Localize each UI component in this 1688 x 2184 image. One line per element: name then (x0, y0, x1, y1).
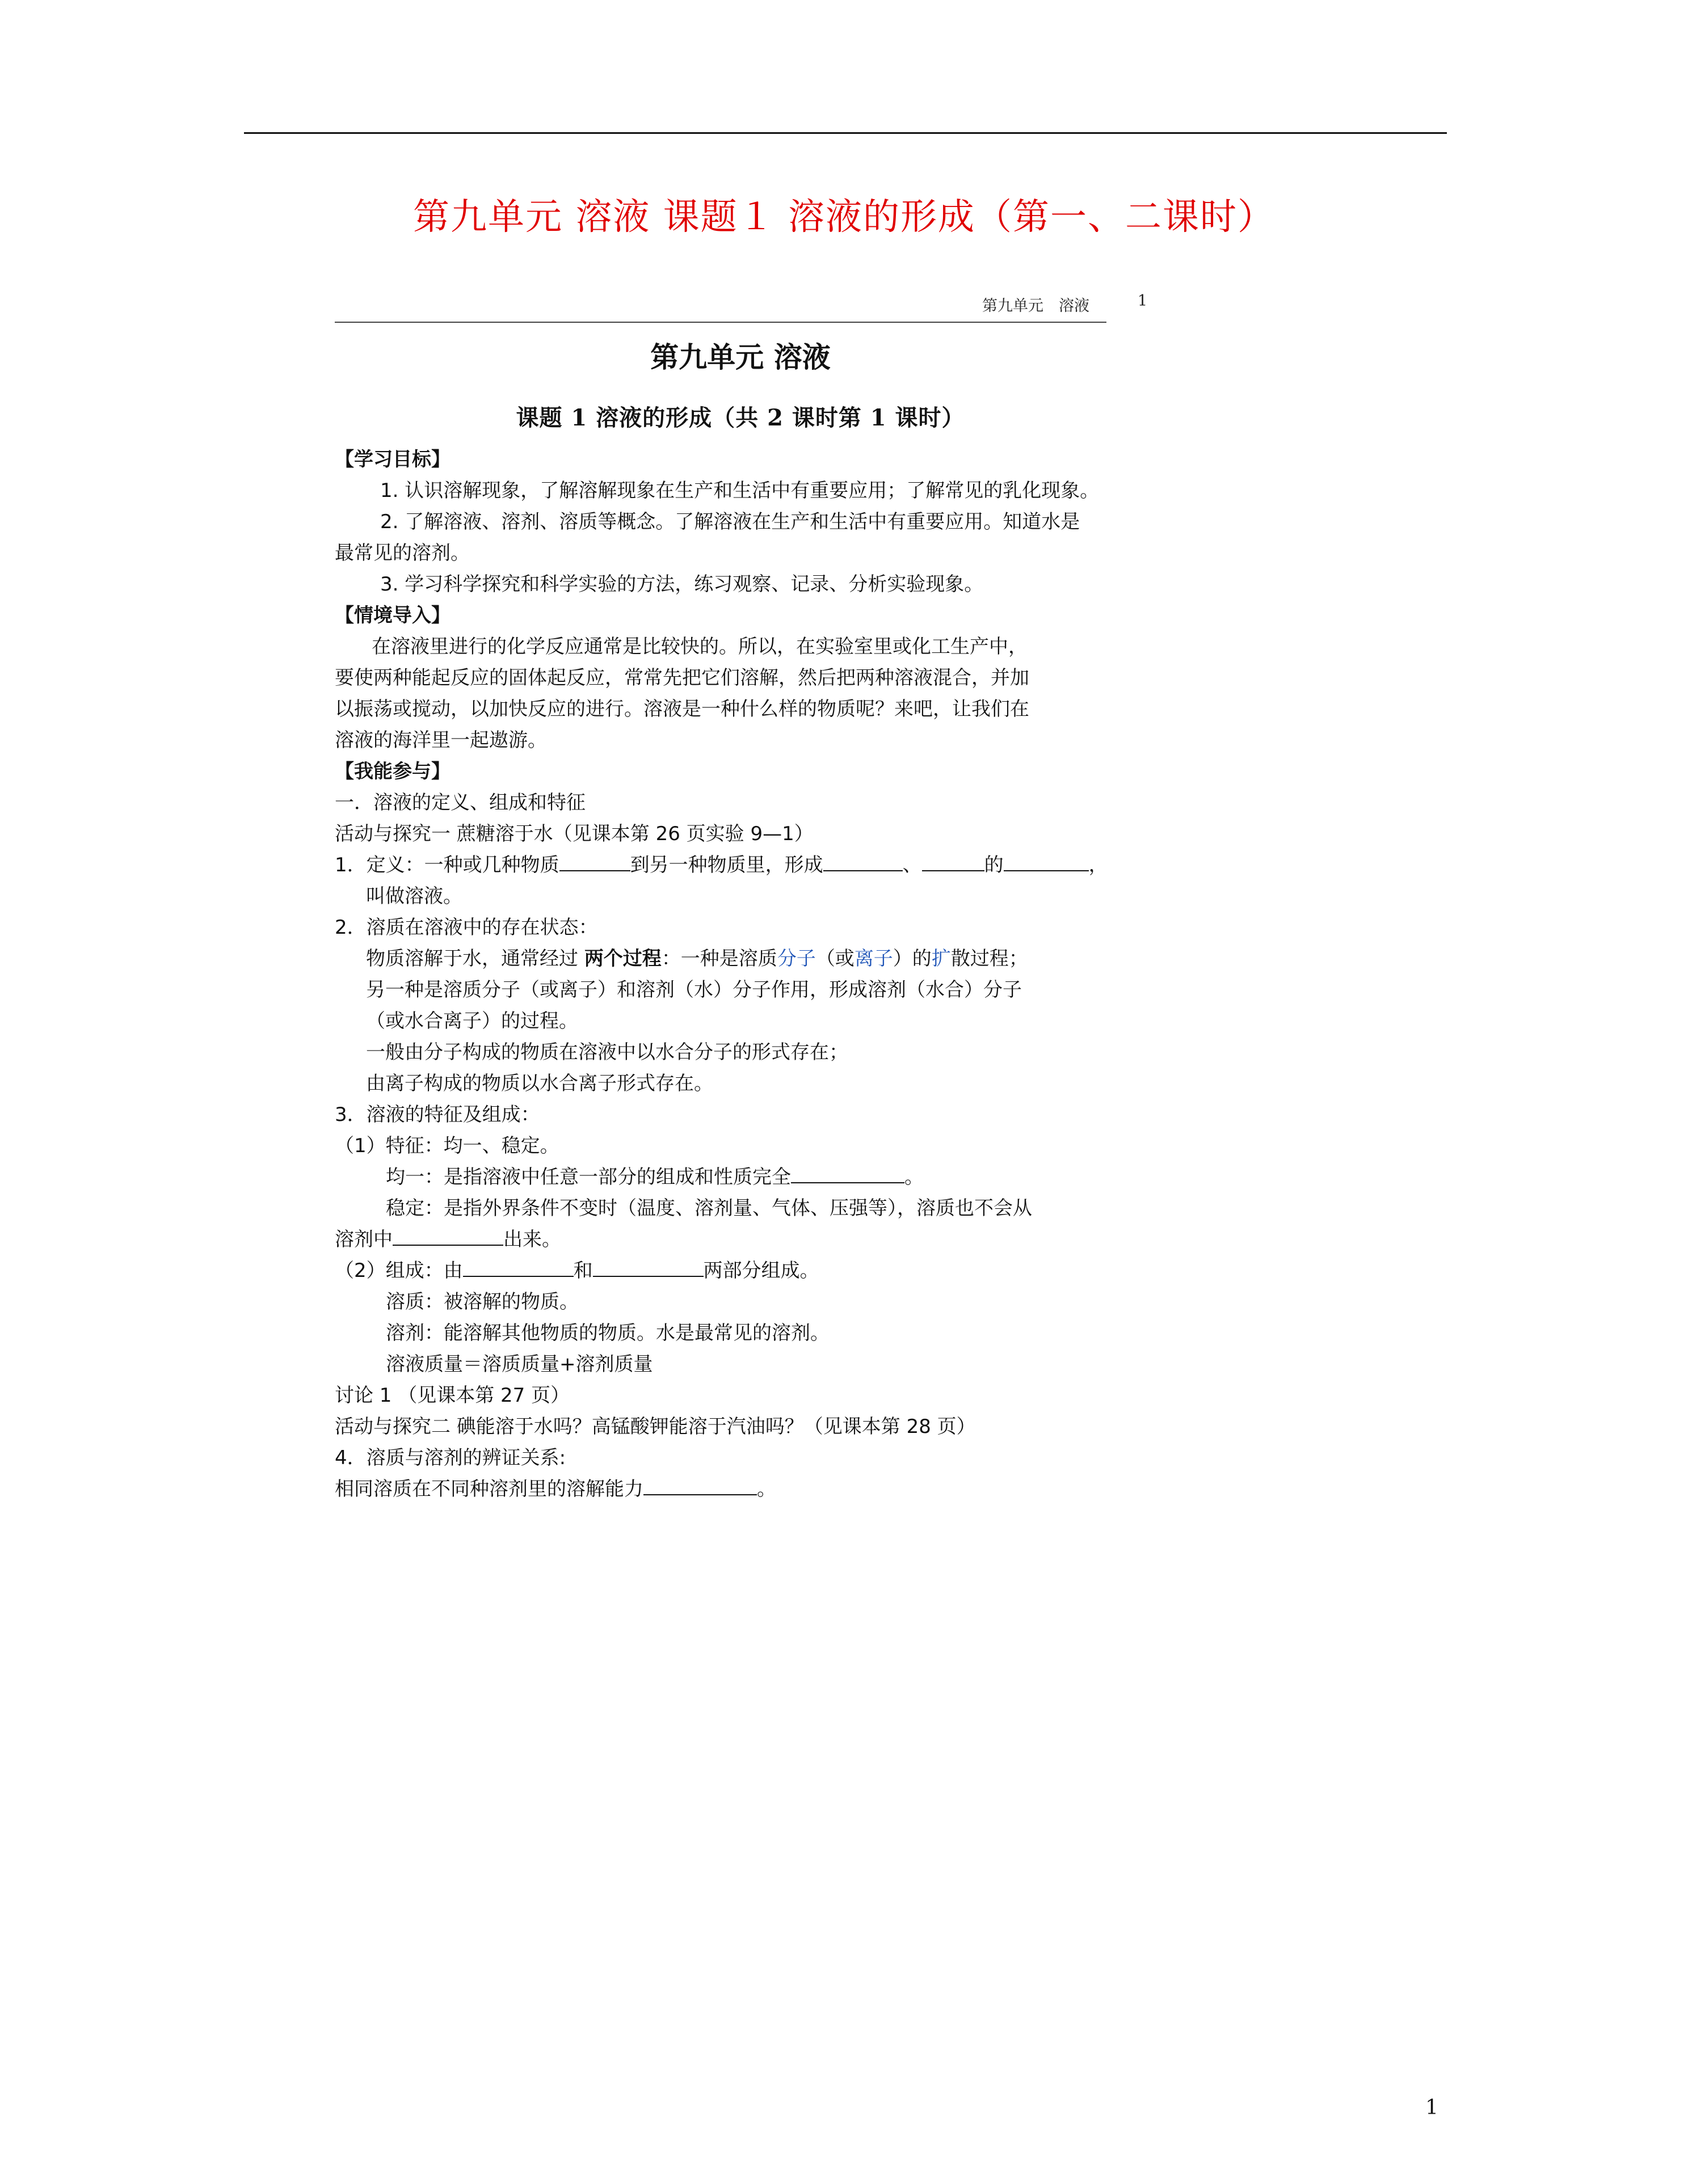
intro-line: 溶液的海洋里一起遨游。 (335, 729, 547, 752)
definition-line: 1．定义：一种或几种物质 到另一种物质里，形成 、 的 ， (335, 854, 1108, 876)
solution-mass-formula: 溶液质量＝溶质质量+溶剂质量 (386, 1353, 653, 1376)
intro-heading: 【情境导入】 (335, 604, 451, 627)
answer-blank[interactable] (922, 853, 984, 871)
answer-blank[interactable] (559, 853, 630, 871)
part-one-heading: 一．溶液的定义、组成和特征 (335, 791, 586, 814)
running-header (335, 286, 1106, 323)
intro-line: 以振荡或搅动，以加快反应的进行。溶液是一种什么样的物质呢？来吧，让我们在 (335, 698, 1029, 720)
goal-item: 1. 认识溶解现象，了解溶解现象在生产和生活中有重要应用；了解常见的乳化现象。 (380, 479, 1100, 502)
lesson-title: 课题 1 溶液的形成（共 2 课时第 1 课时） (516, 404, 965, 431)
composition-line: （2）组成：由 和 两部分组成。 (335, 1259, 819, 1282)
worksheet-body (335, 444, 1163, 1505)
solute-definition: 溶质：被溶解的物质。 (386, 1291, 579, 1313)
page-number: 1 (1425, 2096, 1438, 2119)
state-line: 由离子构成的物质以水合离子形式存在。 (366, 1072, 713, 1095)
activity-one: 活动与探究一 蔗糖溶于水（见课本第 26 页实验 9—1） (335, 823, 814, 845)
goal-item: 3. 学习科学探究和科学实验的方法，练习观察、记录、分析实验现象。 (380, 573, 984, 596)
answer-blank[interactable] (791, 1165, 904, 1183)
intro-line: 在溶液里进行的化学反应通常是比较快的。所以，在实验室里或化工生产中， (372, 635, 1028, 658)
intro-line: 要使两种能起反应的固体起反应，常常先把它们溶解，然后把两种溶液混合，并加 (335, 667, 1029, 689)
goals-heading: 【学习目标】 (335, 448, 451, 471)
running-header-text: 第九单元 溶液 (982, 297, 1089, 315)
definition-line-end: 叫做溶液。 (366, 885, 462, 908)
answer-blank[interactable] (463, 1259, 574, 1277)
header-rule (244, 132, 1447, 134)
relation-heading: 4．溶质与溶剂的辨证关系: (335, 1447, 566, 1469)
activity-two: 活动与探究二 碘能溶于水吗？高锰酸钾能溶于汽油吗？（见课本第 28 页） (335, 1415, 976, 1438)
goal-item: 2. 了解溶液、溶剂、溶质等概念。了解溶液在生产和生活中有重要应用。知道水是 (380, 511, 1080, 533)
answer-blank[interactable] (593, 1259, 704, 1277)
state-line: 一般由分子构成的物质在溶液中以水合分子的形式存在； (366, 1041, 848, 1064)
uniform-line: 均一：是指溶液中任意一部分的组成和性质完全 。 (386, 1166, 924, 1188)
answer-blank[interactable] (393, 1228, 503, 1246)
state-heading: 2．溶质在溶液中的存在状态： (335, 916, 598, 939)
stable-line: 稳定：是指外界条件不变时（温度、溶剂量、气体、压强等），溶质也不会从 (386, 1197, 1032, 1220)
state-line: 另一种是溶质分子（或离子）和溶剂（水）分子作用，形成溶剂（水合）分子 (366, 979, 1022, 1001)
stable-line-end: 溶剂中 出来。 (335, 1228, 561, 1251)
discussion-one: 讨论 1 （见课本第 27 页） (335, 1384, 570, 1407)
feature-line: （1）特征：均一、稳定。 (335, 1135, 559, 1157)
state-line: 物质溶解于水，通常经过 两个过程：一种是溶质分子（或离子）的扩散过程； (366, 947, 1028, 970)
goal-item: 最常见的溶剂。 (335, 542, 470, 564)
state-line: （或水合离子）的过程。 (366, 1010, 578, 1032)
answer-blank[interactable] (823, 853, 903, 871)
features-heading: 3．溶液的特征及组成： (335, 1103, 540, 1126)
answer-blank[interactable] (643, 1477, 757, 1495)
running-header-page: 1 (1138, 292, 1148, 310)
solvent-definition: 溶剂：能溶解其他物质的物质。水是最常见的溶剂。 (386, 1322, 830, 1344)
unit-title: 第九单元 溶液 (650, 340, 831, 374)
participate-heading: 【我能参与】 (335, 760, 451, 783)
relation-line: 相同溶质在不同种溶剂里的溶解能力 。 (335, 1478, 776, 1500)
answer-blank[interactable] (1004, 853, 1089, 871)
document-title: 第九单元 溶液 课题１ 溶液的形成（第一、二课时） (412, 196, 1276, 238)
